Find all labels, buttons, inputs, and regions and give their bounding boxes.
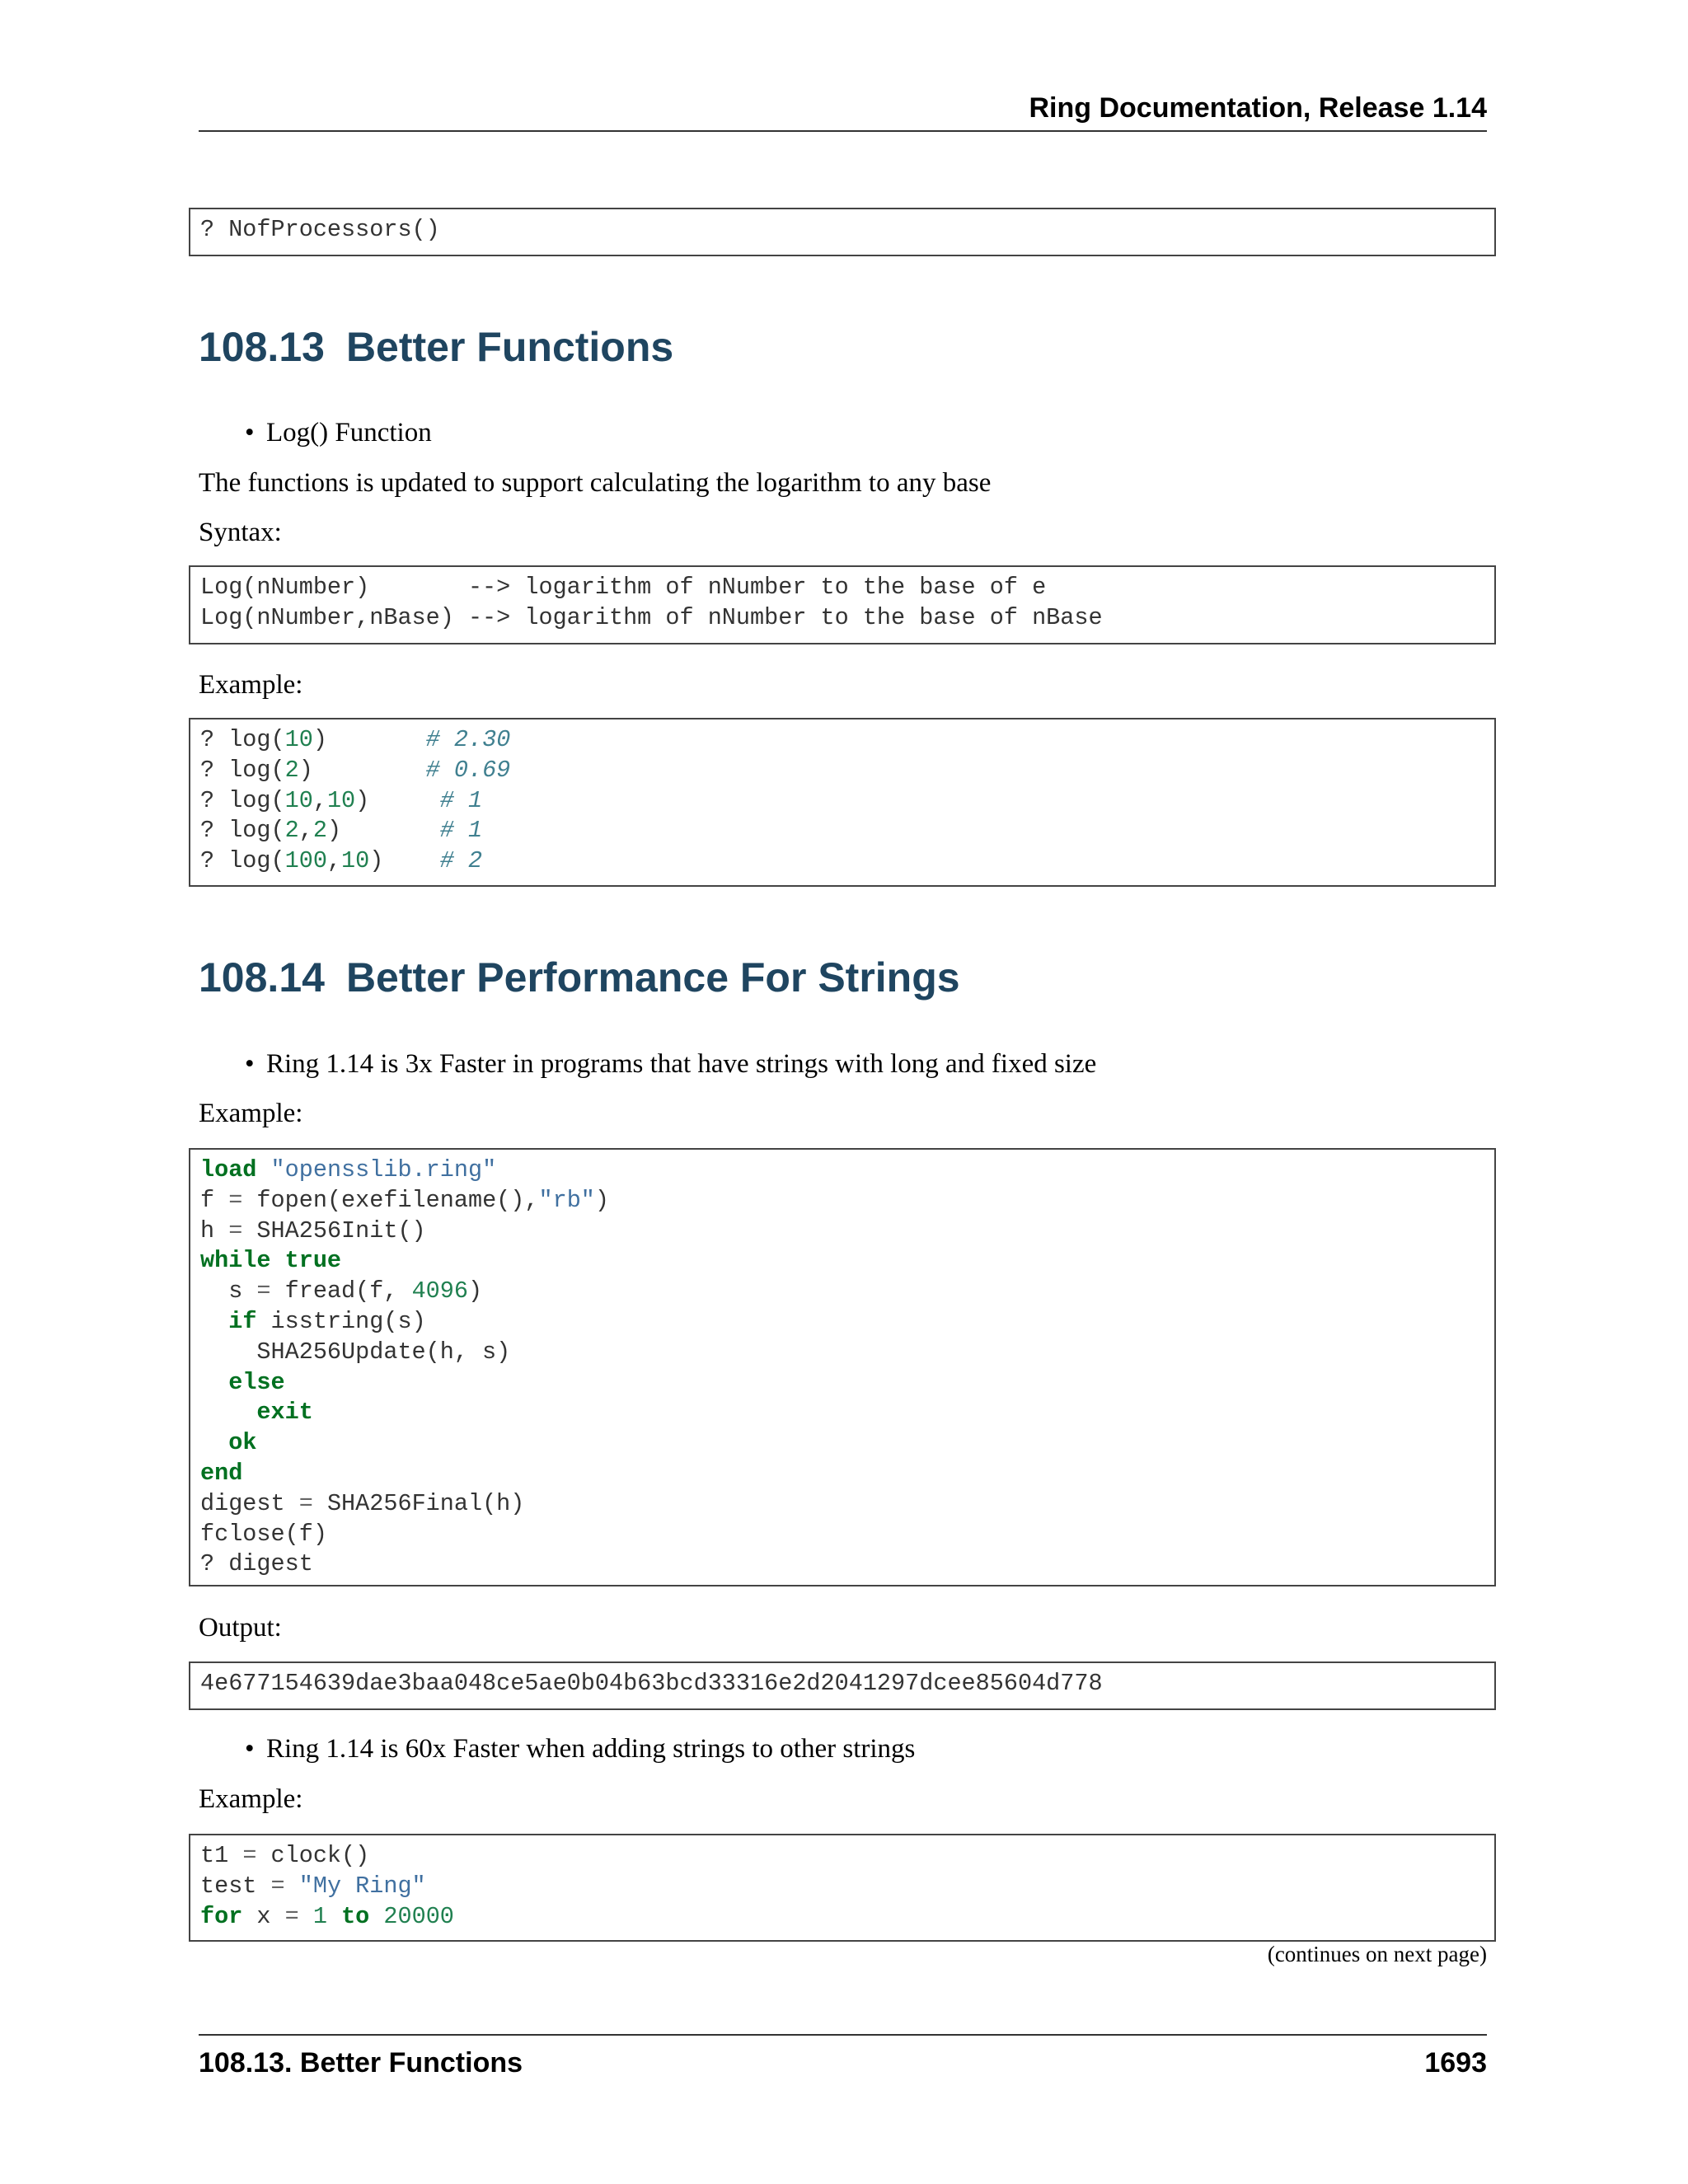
section-title: Better Functions bbox=[345, 324, 674, 370]
page-header bbox=[199, 92, 1487, 132]
page-footer bbox=[199, 2034, 1487, 2079]
bullet-dot-icon: • bbox=[245, 1734, 255, 1764]
section-heading-better-performance bbox=[199, 954, 960, 1001]
code-line: end bbox=[200, 1459, 243, 1487]
bullet-log-function bbox=[245, 416, 432, 449]
code-block-output bbox=[189, 1661, 1496, 1710]
bullet-text: Ring 1.14 is 3x Faster in programs that have strings with long and fixed size bbox=[266, 1049, 1097, 1079]
code-line: ? digest bbox=[200, 1550, 313, 1578]
page-number: 1693 bbox=[1424, 2047, 1487, 2079]
code-line: fclose(f) bbox=[200, 1520, 327, 1548]
example-label: Example: bbox=[199, 1784, 303, 1814]
bullet-dot-icon: • bbox=[245, 418, 255, 448]
section-title: Better Performance For Strings bbox=[345, 954, 960, 1001]
bullet-3x-faster bbox=[245, 1047, 1096, 1080]
footer-section: 108.13. Better Functions bbox=[199, 2047, 523, 2079]
code-line: f = fopen(exefilename(),"rb") bbox=[200, 1186, 610, 1214]
example-label: Example: bbox=[199, 1099, 303, 1128]
code-line: Log(nNumber) --> logarithm of nNumber to the base of e bbox=[200, 574, 1047, 601]
code-block-nofprocessors bbox=[189, 208, 1496, 256]
code-line: test = "My Ring" bbox=[200, 1872, 426, 1900]
code-line: ? log(2) # 0.69 bbox=[200, 756, 511, 784]
code-line: ? log(10,10) # 1 bbox=[200, 786, 483, 814]
code-line: digest = SHA256Final(h) bbox=[200, 1489, 525, 1517]
continues-note: (continues on next page) bbox=[1267, 1942, 1487, 1966]
section-heading-better-functions bbox=[199, 323, 673, 371]
code-line: Log(nNumber,nBase) --> logarithm of nNumber to the base of nBase bbox=[200, 603, 1103, 631]
code-line: load "opensslib.ring" bbox=[200, 1156, 497, 1183]
code-line: ? log(100,10) # 2 bbox=[200, 847, 483, 875]
code-block-syntax bbox=[189, 565, 1496, 644]
code-block-sha256-example bbox=[189, 1148, 1496, 1586]
code-line: t1 = clock() bbox=[200, 1842, 370, 1869]
log-description: The functions is updated to support calculating the logarithm to any base bbox=[199, 468, 992, 498]
code-line: s = fread(f, 4096) bbox=[200, 1277, 483, 1305]
syntax-label: Syntax: bbox=[199, 518, 282, 547]
code-line: else bbox=[228, 1368, 285, 1396]
code-line: ? NofProcessors() bbox=[200, 216, 440, 243]
code-line: if isstring(s) bbox=[228, 1307, 426, 1335]
code-line: ok bbox=[228, 1429, 257, 1457]
bullet-dot-icon: • bbox=[245, 1049, 255, 1079]
bullet-text: Log() Function bbox=[266, 418, 432, 448]
code-line: exit bbox=[256, 1399, 313, 1427]
example-label: Example: bbox=[199, 670, 303, 700]
document-title: Ring Documentation, Release 1.14 bbox=[1029, 92, 1487, 124]
code-line: 4e677154639dae3baa048ce5ae0b04b63bcd33316e2d2041297dcee85604d778 bbox=[200, 1670, 1103, 1697]
code-line: ? log(10) # 2.30 bbox=[200, 726, 511, 753]
output-label: Output: bbox=[199, 1613, 282, 1643]
code-line: SHA256Update(h, s) bbox=[200, 1338, 511, 1366]
section-number: 108.13 bbox=[199, 324, 325, 370]
bullet-text: Ring 1.14 is 60x Faster when adding strings to other strings bbox=[266, 1734, 916, 1764]
code-block-string-example bbox=[189, 1834, 1496, 1942]
code-line: h = SHA256Init() bbox=[200, 1216, 426, 1244]
code-line: while true bbox=[200, 1247, 342, 1275]
bullet-60x-faster bbox=[245, 1732, 915, 1765]
section-number: 108.14 bbox=[199, 954, 325, 1001]
code-line: for x = 1 to 20000 bbox=[200, 1902, 454, 1930]
code-block-log-example bbox=[189, 718, 1496, 887]
code-line: ? log(2,2) # 1 bbox=[200, 817, 483, 845]
